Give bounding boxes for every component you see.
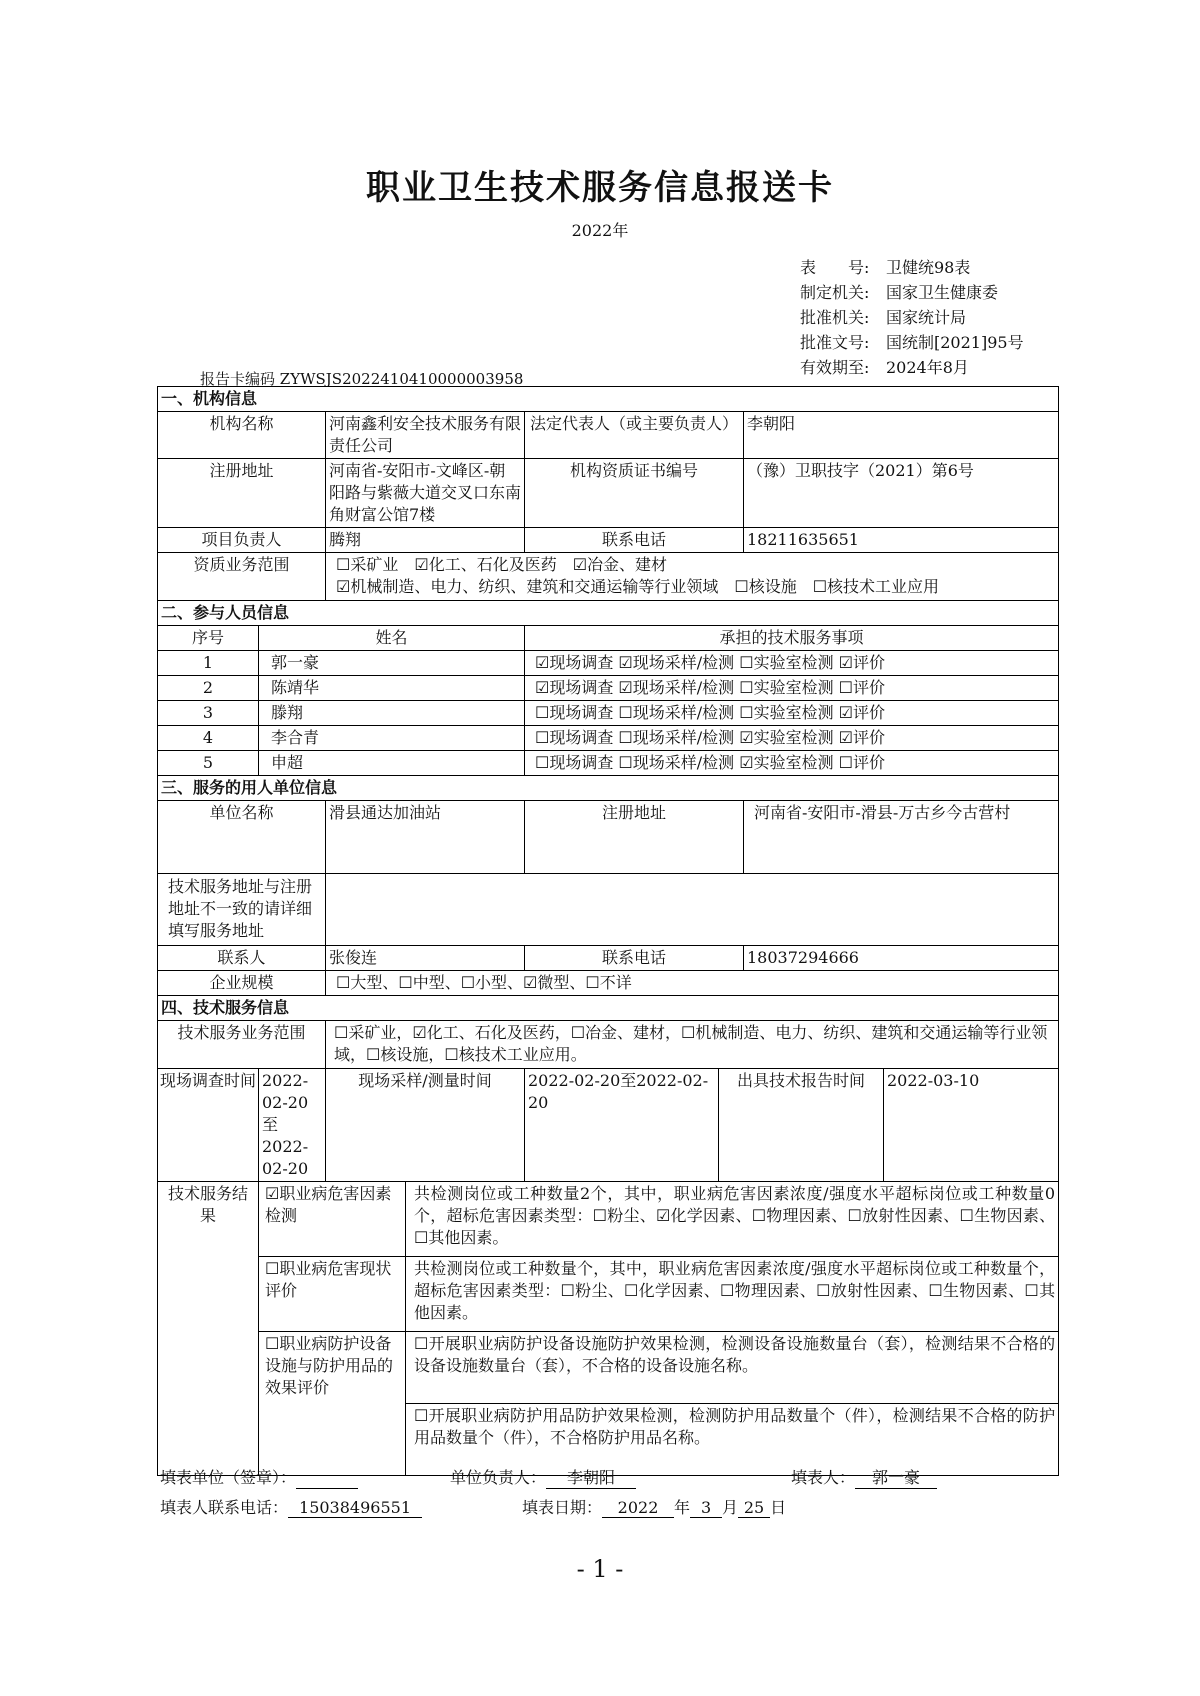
section-heading: 四、技术服务信息 (158, 996, 1059, 1021)
field-label: 现场调查时间 (158, 1069, 259, 1182)
footer-label: 填表人： (791, 1468, 856, 1487)
field-label: 项目负责人 (158, 528, 326, 553)
meta-value: 国家卫生健康委 (886, 283, 999, 302)
person-name: 申超 (259, 751, 525, 776)
field-label: 技术服务业务范围 (158, 1021, 326, 1069)
footer-line-2 (160, 1495, 786, 1518)
employer-phone: 18037294666 (744, 946, 1059, 971)
person-name: 滕翔 (259, 701, 525, 726)
section-heading: 二、参与人员信息 (158, 601, 1059, 626)
table-row (158, 751, 1059, 776)
field-label: 联系电话 (525, 946, 744, 971)
sampling-time: 2022-02-20至2022-02-20 (525, 1069, 719, 1182)
meta-key: 制定机关: (800, 283, 870, 302)
result-detail: ☐开展职业病防护设备设施防护效果检测，检测设备设施数量台（套），检测结果不合格的设备设施数量台（套），不合格的设备设施名称。 (406, 1332, 1059, 1404)
report-form-table (157, 386, 1059, 1476)
footer-line-1 (160, 1465, 937, 1489)
meta-key: 批准机关: (800, 308, 870, 327)
service-address (326, 874, 1059, 946)
result-label: ☐职业病防护设备设施与防护用品的效果评价 (259, 1332, 406, 1476)
field-label: 注册地址 (525, 801, 744, 874)
field-label: 技术服务结果 (158, 1182, 259, 1476)
footer-label: 年 (674, 1498, 691, 1517)
result-label: ☑职业病危害因素检测 (259, 1182, 406, 1257)
employer-name: 滑县通达加油站 (326, 801, 525, 874)
form-filler: 郭一豪 (855, 1465, 937, 1489)
section-heading: 一、机构信息 (158, 387, 1059, 412)
fill-day: 25 (738, 1498, 770, 1518)
field-label: 现场采样/测量时间 (326, 1069, 525, 1182)
column-header: 序号 (158, 626, 259, 651)
meta-value: 2024年8月 (886, 358, 969, 377)
form-title: 职业卫生技术服务信息报送卡 (366, 168, 834, 208)
org-address: 河南省-安阳市-文峰区-朝阳路与紫薇大道交叉口东南角财富公馆7楼 (326, 459, 525, 528)
field-label: 联系电话 (525, 528, 744, 553)
table-row (158, 651, 1059, 676)
footer-label: 填表日期： (522, 1498, 603, 1517)
form-meta (800, 255, 1024, 380)
meta-key: 有效期至: (800, 358, 870, 377)
meta-row (800, 330, 1024, 355)
footer-label: 单位负责人： (450, 1468, 547, 1487)
legal-rep: 李朝阳 (744, 412, 1059, 459)
section-heading: 三、服务的用人单位信息 (158, 776, 1059, 801)
field-label: 机构名称 (158, 412, 326, 459)
field-label: 机构资质证书编号 (525, 459, 744, 528)
service-scope: ☐采矿业，☑化工、石化及医药，☐冶金、建材，☐机械制造、电力、纺织、建筑和交通运输等行业领域，☐核设施，☐核技术工业应用。 (326, 1021, 1059, 1069)
person-tasks: ☐现场调查 ☐现场采样/检测 ☑实验室检测 ☐评价 (525, 751, 1059, 776)
result-detail: ☐开展职业病防护用品防护效果检测，检测防护用品数量个（件），检测结果不合格的防护用品数量个（件），不合格防护用品名称。 (406, 1404, 1059, 1476)
fill-month: 3 (690, 1498, 722, 1518)
result-detail: 共检测岗位或工种数量2个，其中，职业病危害因素浓度/强度水平超标岗位或工种数量0个，超标危害因素类型：☐粉尘、☑化学因素、☐物理因素、☐放射性因素、☐生物因素、☐其他因素。 (406, 1182, 1059, 1257)
meta-value: 国家统计局 (886, 308, 967, 327)
form-year: 2022年 (571, 221, 629, 240)
field-label: 企业规模 (158, 971, 326, 996)
field-label: 出具技术报告时间 (719, 1069, 884, 1182)
scope-line: ☐采矿业 ☑化工、石化及医药 ☑冶金、建材 (336, 555, 668, 574)
result-label: ☐职业病危害现状评价 (259, 1257, 406, 1332)
person-tasks: ☑现场调查 ☑现场采样/检测 ☐实验室检测 ☑评价 (525, 651, 1059, 676)
meta-key: 表 号: (800, 258, 870, 277)
meta-key: 批准文号: (800, 333, 870, 352)
field-label: 技术服务地址与注册地址不一致的请详细填写服务地址 (158, 874, 326, 946)
column-header: 姓名 (259, 626, 525, 651)
qualification-scope (326, 553, 1059, 601)
person-tasks: ☑现场调查 ☑现场采样/检测 ☐实验室检测 ☐评价 (525, 676, 1059, 701)
table-row (158, 676, 1059, 701)
table-row (158, 701, 1059, 726)
footer-label: 填表单位（签章）： (160, 1468, 297, 1487)
row-number: 1 (158, 651, 259, 676)
field-label: 联系人 (158, 946, 326, 971)
employer-contact: 张俊连 (326, 946, 525, 971)
scope-line: ☑机械制造、电力、纺织、建筑和交通运输等行业领域 ☐核设施 ☐核技术工业应用 (336, 577, 940, 596)
person-name: 郭一豪 (259, 651, 525, 676)
person-name: 李合青 (259, 726, 525, 751)
footer-label: 填表人联系电话： (160, 1498, 289, 1517)
meta-row (800, 280, 1024, 305)
org-phone: 18211635651 (744, 528, 1059, 553)
report-date: 2022-03-10 (884, 1069, 1059, 1182)
person-tasks: ☐现场调查 ☐现场采样/检测 ☐实验室检测 ☑评价 (525, 701, 1059, 726)
field-label: 注册地址 (158, 459, 326, 528)
row-number: 3 (158, 701, 259, 726)
table-row (158, 726, 1059, 751)
footer-label: 日 (770, 1498, 787, 1517)
report-code: 报告卡编码 ZYWSJS2022410410000003958 (200, 370, 524, 388)
meta-value: 国统制[2021]95号 (886, 333, 1024, 352)
column-header: 承担的技术服务事项 (525, 626, 1059, 651)
employer-address: 河南省-安阳市-滑县-万古乡今古营村 (744, 801, 1059, 874)
meta-row (800, 305, 1024, 330)
footer-label: 月 (722, 1498, 739, 1517)
enterprise-size: ☐大型、☐中型、☐小型、☑微型、☐不详 (326, 971, 1059, 996)
field-label: 单位名称 (158, 801, 326, 874)
org-name: 河南鑫利安全技术服务有限责任公司 (326, 412, 525, 459)
unit-head: 李朝阳 (546, 1465, 636, 1489)
person-tasks: ☐现场调查 ☐现场采样/检测 ☑实验室检测 ☑评价 (525, 726, 1059, 751)
filling-unit (296, 1470, 358, 1489)
result-detail: 共检测岗位或工种数量个，其中，职业病危害因素浓度/强度水平超标岗位或工种数量个，超标危害因素类型：☐粉尘、☐化学因素、☐物理因素、☐放射性因素、☐生物因素、☐其他因素。 (406, 1257, 1059, 1332)
field-label: 资质业务范围 (158, 553, 326, 601)
survey-time: 2022-02-20至2022-02-20 (259, 1069, 326, 1182)
project-manager: 腾翔 (326, 528, 525, 553)
meta-value: 卫健统98表 (886, 258, 971, 277)
filler-phone: 15038496551 (288, 1498, 422, 1518)
page-number: - 1 - (576, 1555, 624, 1583)
row-number: 4 (158, 726, 259, 751)
row-number: 5 (158, 751, 259, 776)
row-number: 2 (158, 676, 259, 701)
person-name: 陈靖华 (259, 676, 525, 701)
meta-row (800, 355, 1024, 380)
field-label: 法定代表人（或主要负责人） (525, 412, 744, 459)
cert-number: （豫）卫职技字（2021）第6号 (744, 459, 1059, 528)
fill-year: 2022 (602, 1498, 674, 1518)
meta-row (800, 255, 1024, 280)
